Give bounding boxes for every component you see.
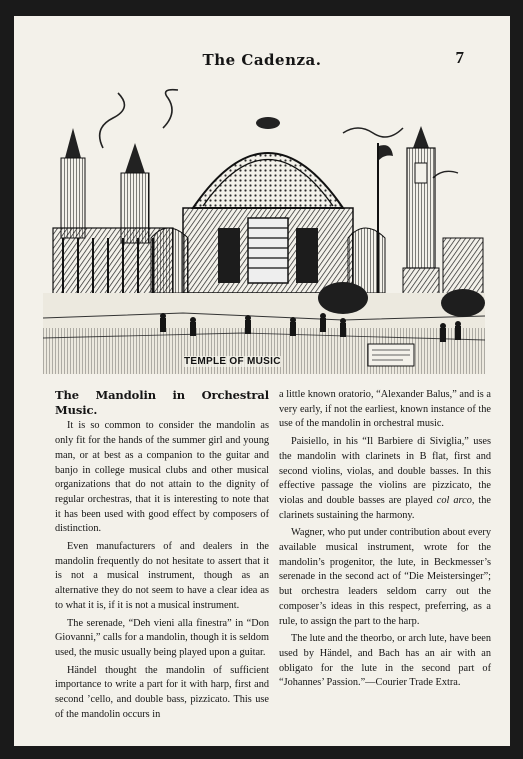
article-paragraph: Händel thought the mandolin of sufficient importance to write a part for it with harp, first and second ’cello, and double bass, pizzicato. This use of the mandolin occurs in (55, 664, 269, 720)
running-head: The Cadenza. (202, 51, 322, 69)
article-paragraph: The serenade, “Deh vieni alla finestra” in “Don Giovanni,” calls for a mandolin, though it is seldom used, the music usually being played upon a guitar. (55, 617, 269, 658)
page-number: 7 (455, 48, 464, 67)
article-continuation: a little known oratorio, “Alexander Balus,” and is a very early, if not the earliest, known instance of the use of the mandolin in orchestral music. (279, 389, 491, 430)
article-column-left (55, 388, 269, 722)
article-paragraph-paisiello (279, 435, 491, 523)
paisiello-text-end: the clarinets sustaining the harmony. (279, 494, 491, 521)
illustration-caption: TEMPLE OF MUSIC (184, 356, 281, 367)
article-paragraph: It is so common to consider the mandolin as only fit for the hands of the summer girl and young man, or at best as a companion to the guitar and banjo in college musical clubs and other musical organizations that do not attain to the dignity of regular orchestras, that it is interesting to note that it has been used with good effect by composers of distinction. (55, 420, 269, 535)
article-paragraph: The lute and the theorbo, or arch lute, have been used by Händel, and Bach has an air with an obligato for the lute in the second part of “Johannes’ Passion.”—Courier Trade Extra. (279, 633, 491, 689)
article-paragraph: Even manufacturers of and dealers in the mandolin frequently do not hesitate to assert that it is not a musical instrument, though as an alternative they do not seem to have a clear idea as to what it is, if it is not a musical instrument. (55, 541, 269, 611)
paisiello-text: Paisiello, in his “Il Barbiere di Siviglia,” uses the mandolin with clarinets in B flat, first and second violins, violas, and double basses. In this effective passage the violins are pizzicato, the violas and double basses are played (279, 436, 491, 506)
article-paragraph: Wagner, who put under contribution about every available musical instrument, wrote for the mandolin’s progenitor, the lute, in Beckmesser’s serenade in the second act of “Die Meistersinger”; but orchestra leaders seldom carry out the composer’s ideas in this respect, preferring, as a rule, to assign the part to the harp. (279, 527, 491, 627)
italic-term: col arco, (436, 494, 475, 506)
article-column-right (279, 388, 491, 691)
magazine-page (14, 16, 510, 746)
article-title: The Mandolin in Orchestral Music. (55, 388, 269, 417)
temple-of-music-illustration (43, 88, 485, 374)
